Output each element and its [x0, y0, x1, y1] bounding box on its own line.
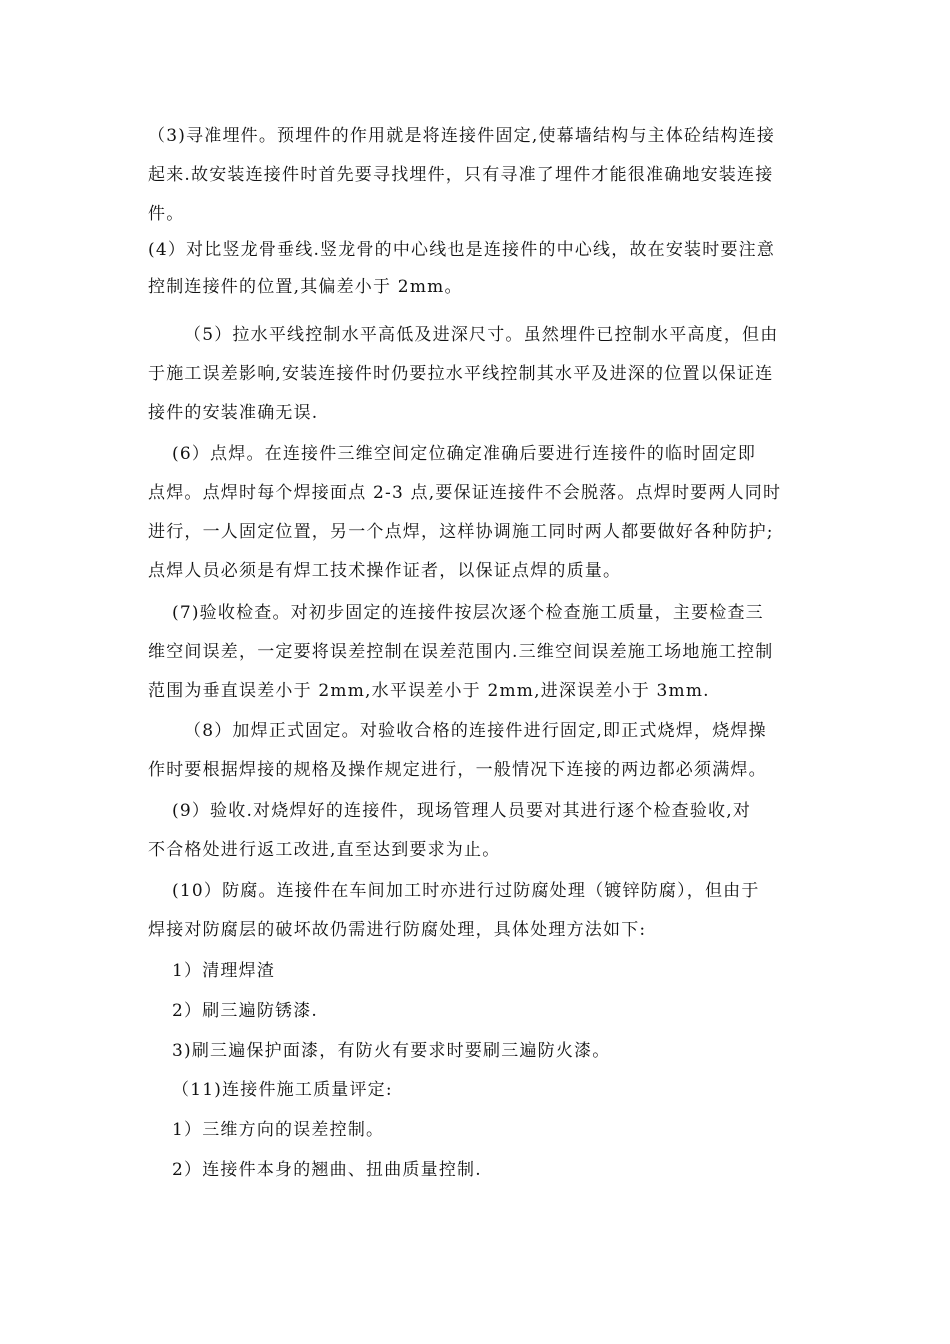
text-line: (6）点焊。在连接件三维空间定位确定准确后要进行连接件的临时固定即 — [172, 444, 757, 464]
text-line: （5）拉水平线控制水平高低及进深尺寸。虽然埋件已控制水平高度，但由 — [184, 325, 779, 345]
text-line: （11)连接件施工质量评定: — [172, 1080, 393, 1100]
text-line: 接件的安装准确无误. — [148, 403, 319, 423]
text-line: 焊接对防腐层的破坏故仍需进行防腐处理，具体处理方法如下: — [148, 920, 647, 940]
list-item: 3)刷三遍保护面漆，有防火有要求时要刷三遍防火漆。 — [172, 1041, 611, 1061]
text-line: (10）防腐。连接件在车间加工时亦进行过防腐处理（镀锌防腐），但由于 — [172, 881, 760, 901]
text-line: 控制连接件的位置,其偏差小于 2mm。 — [148, 277, 463, 297]
text-line: 范围为垂直误差小于 2mm,水平误差小于 2mm,进深误差小于 3mm. — [148, 681, 710, 701]
list-item: 1）清理焊渣 — [172, 961, 276, 981]
text-line: (9）验收.对烧焊好的连接件，现场管理人员要对其进行逐个检查验收,对 — [172, 801, 752, 821]
text-line: (4）对比竖龙骨垂线.竖龙骨的中心线也是连接件的中心线，故在安装时要注意 — [148, 240, 776, 260]
text-line: （8）加焊正式固定。对验收合格的连接件进行固定,即正式烧焊，烧焊操 — [184, 721, 767, 741]
list-item: 2）刷三遍防锈漆. — [172, 1001, 319, 1021]
list-item: 2）连接件本身的翘曲、扭曲质量控制. — [172, 1160, 482, 1180]
text-line: 点焊人员必须是有焊工技术操作证者，以保证点焊的质量。 — [148, 561, 622, 581]
text-line: 作时要根据焊接的规格及操作规定进行，一般情况下连接的两边都必须满焊。 — [148, 760, 767, 780]
text-line: （3)寻准埋件。预埋件的作用就是将连接件固定,使幕墙结构与主体砼结构连接 — [148, 126, 776, 146]
text-line: 进行，一人固定位置，另一个点焊，这样协调施工同时两人都要做好各种防护; — [148, 522, 774, 542]
text-line: 起来.故安装连接件时首先要寻找埋件，只有寻准了埋件才能很准确地安装连接 — [148, 165, 774, 185]
text-line: 于施工误差影响,安装连接件时仍要拉水平线控制其水平及进深的位置以保证连 — [148, 364, 774, 384]
text-line: 不合格处进行返工改进,直至达到要求为止。 — [148, 840, 501, 860]
text-line: 维空间误差，一定要将误差控制在误差范围内.三维空间误差施工场地施工控制 — [148, 642, 774, 662]
text-line: (7)验收检查。对初步固定的连接件按层次逐个检查施工质量，主要检查三 — [172, 603, 764, 623]
text-line: 点焊。点焊时每个焊接面点 2-3 点,要保证连接件不会脱落。点焊时要两人同时 — [148, 483, 782, 503]
text-line: 件。 — [148, 204, 185, 224]
list-item: 1）三维方向的误差控制。 — [172, 1120, 385, 1140]
